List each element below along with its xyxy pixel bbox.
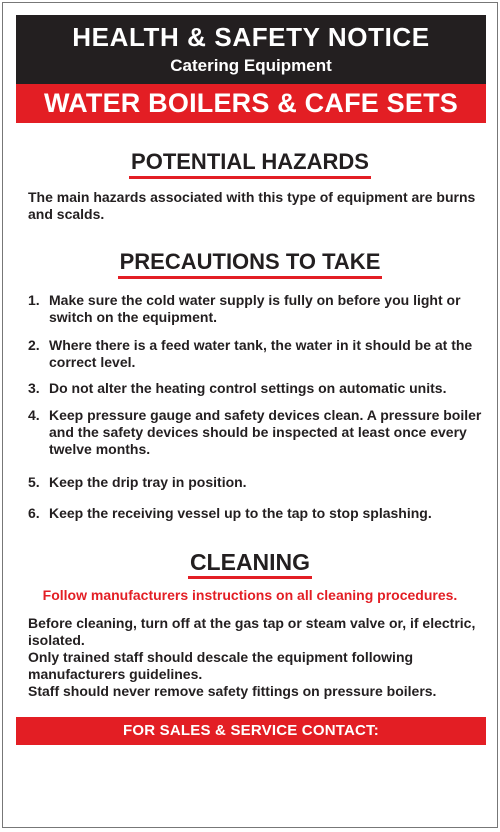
hazards-heading: [3, 149, 497, 179]
list-item-number: 5.: [28, 474, 40, 490]
safety-notice-sign: [2, 2, 498, 828]
list-item-text: Do not alter the heating control settings on automatic units.: [49, 380, 447, 396]
list-item-text: Keep the drip tray in position.: [49, 474, 247, 490]
cleaning-heading-text: CLEANING: [188, 549, 312, 579]
equipment-banner: WATER BOILERS & CAFE SETS: [16, 84, 486, 123]
list-item-number: 2.: [28, 337, 40, 353]
cleaning-line: Staff should never remove safety fittings on pressure boilers.: [28, 683, 437, 699]
notice-subtitle: Catering Equipment: [170, 56, 332, 75]
list-item: [28, 474, 488, 491]
sales-contact-bar: FOR SALES & SERVICE CONTACT:: [16, 717, 486, 745]
list-item-text: Keep the receiving vessel up to the tap to stop splashing.: [49, 505, 432, 521]
list-item-text: Where there is a feed water tank, the water in it should be at the correct level.: [49, 337, 473, 370]
list-item-number: 6.: [28, 505, 40, 521]
precautions-list: [28, 292, 488, 522]
precautions-heading-text: PRECAUTIONS TO TAKE: [118, 249, 383, 279]
list-item-number: 3.: [28, 380, 40, 396]
cleaning-heading: [3, 549, 497, 579]
list-item-number: 1.: [28, 292, 40, 308]
list-item: [28, 337, 488, 371]
list-item: [28, 380, 488, 397]
list-item: [28, 505, 488, 522]
cleaning-warning-note: Follow manufacturers instructions on all cleaning procedures.: [42, 587, 458, 603]
list-item-text: Keep pressure gauge and safety devices clean. A pressure boiler and the safety devices should be inspected at least once every twelve months.: [49, 407, 482, 457]
cleaning-instructions: [28, 615, 483, 700]
notice-title: HEALTH & SAFETY NOTICE: [72, 22, 430, 52]
header-banner: [16, 15, 486, 84]
cleaning-line: Only trained staff should descale the equipment following manufacturers guidelines.: [28, 649, 414, 682]
cleaning-line: Before cleaning, turn off at the gas tap or steam valve or, if electric, isolated.: [28, 615, 476, 648]
hazards-heading-text: POTENTIAL HAZARDS: [129, 149, 371, 179]
list-item-number: 4.: [28, 407, 40, 423]
precautions-heading: [3, 249, 497, 279]
list-item-text: Make sure the cold water supply is fully on before you light or switch on the equipment.: [49, 292, 461, 325]
list-item: [28, 407, 488, 458]
list-item: [28, 292, 488, 326]
hazards-text: The main hazards associated with this type of equipment are burns and scalds.: [28, 189, 476, 222]
